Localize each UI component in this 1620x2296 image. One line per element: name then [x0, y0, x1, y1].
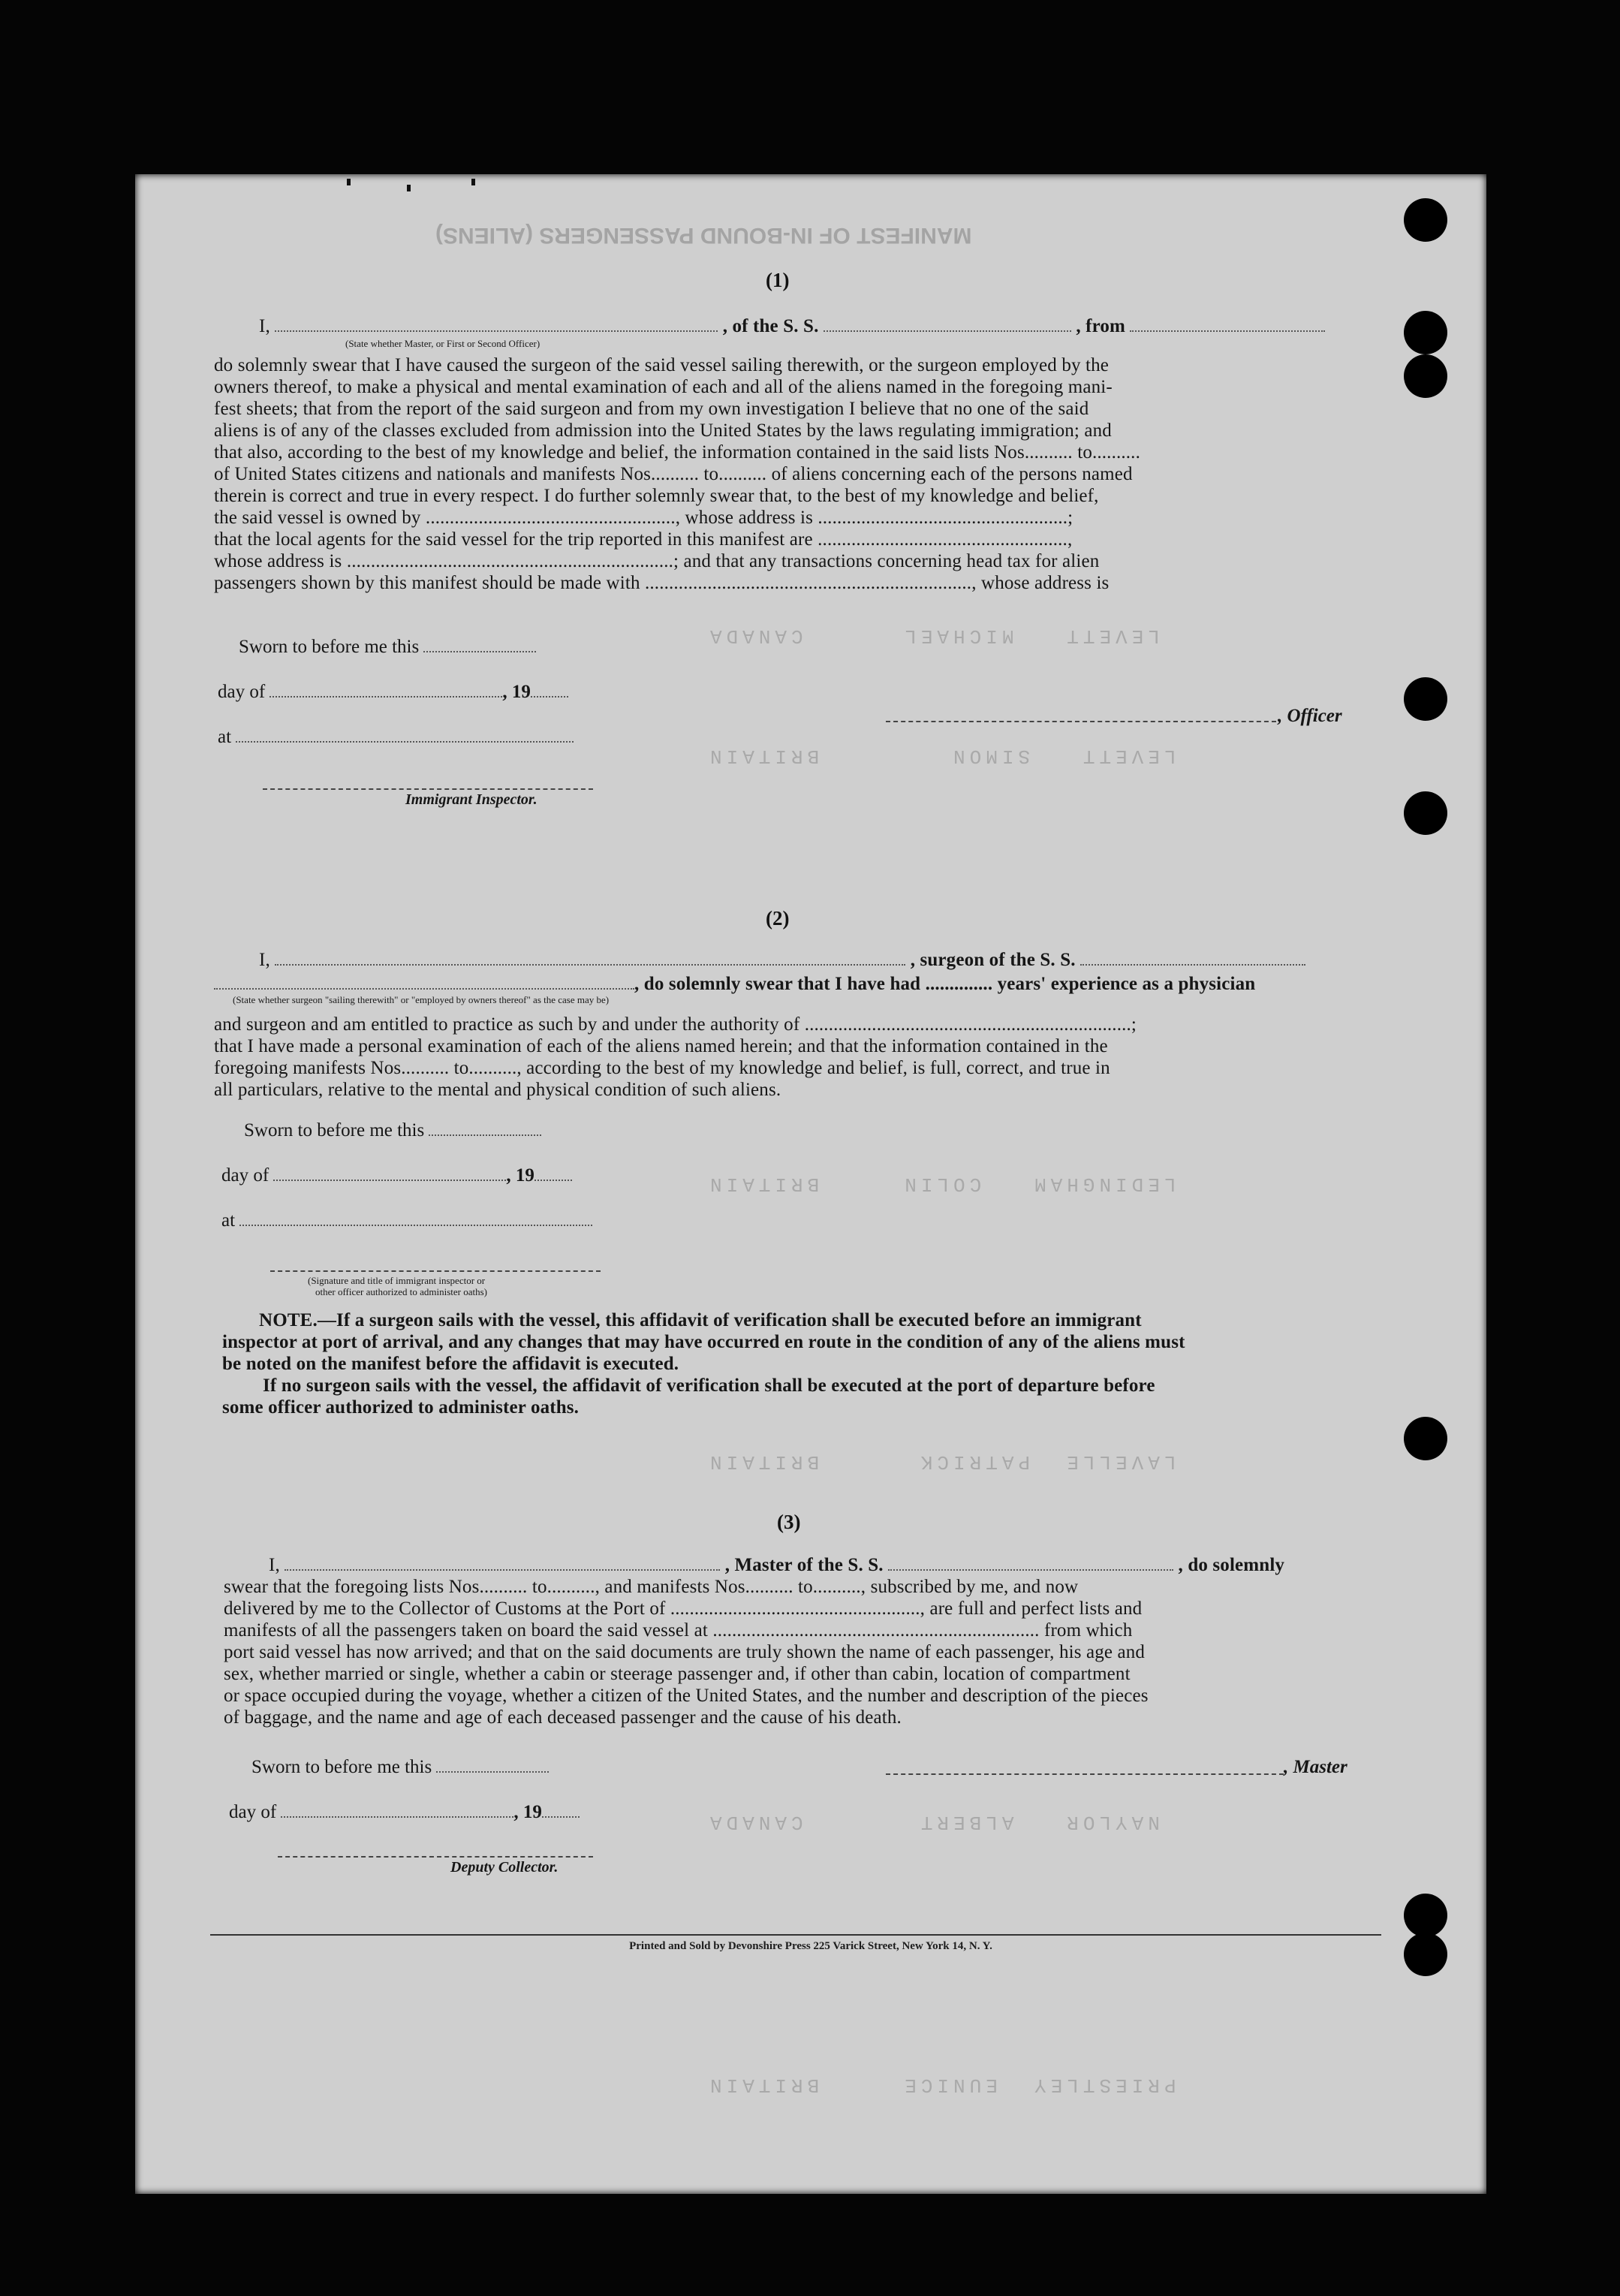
note-line: be noted on the manifest before the affidavit is executed.	[222, 1354, 679, 1374]
day-of-label: day of , 19	[229, 1802, 580, 1823]
bleed-through-text: LEVETT MICHAEL CANADA	[706, 625, 1160, 647]
at-place-field[interactable]	[239, 1211, 592, 1226]
officer-line: I, , of the S. S. , from	[214, 315, 1370, 337]
binder-hole-2	[1404, 311, 1447, 354]
signature-note: other officer authorized to administer oaths)	[315, 1286, 487, 1297]
note-line: NOTE.—If a surgeon sails with the vessel, this affidavit of verification shall be executed before an immigrant	[259, 1310, 1142, 1330]
oath-paragraph-line: therein is correct and true in every respect. I do further solemnly swear that, to the best of my knowledge and belief,	[214, 486, 1099, 506]
oath-paragraph-line: fest sheets; that from the report of the said surgeon and from my own investigation I believe that no one of the said	[214, 399, 1089, 419]
master-paragraph-line: or space occupied during the voyage, whether a citizen of the United States, and the number and description of the pieces	[224, 1686, 1149, 1706]
footer-rule	[210, 1934, 1381, 1936]
printer-imprint: Printed and Sold by Devonshire Press 225 Varick Street, New York 14, N. Y.	[629, 1940, 992, 1952]
bleed-through-text: PRIESTLEY EUNICE BRITAIN	[706, 2074, 1176, 2096]
sworn-label: Sworn to before me this	[239, 637, 536, 658]
sworn-date-field[interactable]	[436, 1758, 549, 1773]
master-vessel-field[interactable]	[888, 1556, 1173, 1571]
section-number-1: (1)	[766, 269, 790, 291]
section-number-2: (2)	[766, 907, 790, 930]
master-title: , Master	[1284, 1757, 1347, 1777]
surgeon-vessel-field[interactable]	[1080, 951, 1305, 966]
master-paragraph-line: of baggage, and the name and age of each deceased passenger and the cause of his death.	[224, 1707, 902, 1728]
day-of-field[interactable]	[281, 1803, 513, 1818]
master-paragraph-line: swear that the foregoing lists Nos.......... to.........., and manifests Nos.......... to.........., subscribed by me, and now	[224, 1577, 1079, 1597]
oath-paragraph-line: aliens is of any of the classes excluded from admission into the United States by the laws regulating immigration; and	[214, 420, 1112, 441]
surgeon-name-field[interactable]	[275, 951, 905, 966]
binder-hole-1	[1404, 198, 1447, 242]
oath-paragraph-line: of United States citizens and nationals and manifests Nos.......... to.......... of aliens concerning each of the persons named	[214, 464, 1133, 484]
departure-port-field[interactable]	[1130, 317, 1325, 332]
oath-paragraph-line: that also, according to the best of my knowledge and belief, the information contained in the said lists Nos.......... to..........	[214, 442, 1140, 463]
binder-hole-6	[1404, 1417, 1447, 1460]
master-paragraph-line: port said vessel has now arrived; and that on the said documents are truly shown the name of each passenger, his age and	[224, 1642, 1146, 1662]
bleed-through-text: LAVELLE PATRICK BRITAIN	[706, 1451, 1176, 1473]
binder-hole-4	[1404, 677, 1447, 721]
surgeon-paragraph-line: all particulars, relative to the mental and physical condition of such aliens.	[214, 1080, 781, 1100]
note-line: some officer authorized to administer oaths.	[222, 1397, 580, 1418]
ink-mark	[347, 179, 351, 185]
surgeon-note: (State whether surgeon "sailing therewith" or "employed by owners thereof" as the case may be)	[233, 994, 610, 1005]
officer-note: (State whether Master, or First or Second Officer)	[345, 338, 541, 349]
officer-name-field[interactable]	[275, 317, 718, 332]
signature-note: (Signature and title of immigrant inspector or	[308, 1275, 486, 1286]
oath-paragraph-line: owners thereof, to make a physical and mental examination of each and all of the aliens named in the foregoing mani-	[214, 377, 1113, 397]
sworn-label: Sworn to before me this	[251, 1757, 549, 1778]
document-page	[135, 174, 1486, 2194]
bleed-through-text: LEDINGHAM COLIN BRITAIN	[706, 1173, 1176, 1195]
bleed-through-text: NAYLOR ALBERT CANADA	[706, 1811, 1160, 1833]
sworn-date-field[interactable]	[429, 1121, 541, 1136]
binder-hole-7	[1404, 1894, 1447, 1937]
master-paragraph-line: delivered by me to the Collector of Customs at the Port of ...................................................., are full and perfect lists and	[224, 1598, 1143, 1619]
oath-paragraph-line: do solemnly swear that I have caused the surgeon of the said vessel sailing therewith, or the surgeon employed by the	[214, 355, 1110, 375]
master-name-field[interactable]	[285, 1556, 720, 1571]
oath-paragraph-line: that the local agents for the said vessel for the trip reported in this manifest are ....................................................,	[214, 529, 1073, 550]
binder-hole-3	[1404, 354, 1447, 398]
day-of-label: day of , 19	[218, 682, 568, 703]
day-of-label: day of , 19	[221, 1165, 572, 1186]
day-of-field[interactable]	[269, 682, 502, 698]
surgeon-line: I, , surgeon of the S. S.	[214, 949, 1370, 971]
at-label: at	[221, 1210, 592, 1231]
inspector-title: Immigrant Inspector.	[405, 791, 537, 808]
binder-hole-5	[1404, 791, 1447, 835]
note-line: If no surgeon sails with the vessel, the affidavit of verification shall be executed at the port of departure before	[263, 1375, 1155, 1396]
at-label: at	[218, 727, 574, 748]
surgeon-type-field[interactable]	[214, 975, 634, 990]
sworn-date-field[interactable]	[423, 637, 536, 652]
oath-paragraph-line: passengers shown by this manifest should be made with ...................................................................., whose address is	[214, 573, 1110, 593]
collector-signature-line[interactable]	[278, 1856, 593, 1858]
surgeon-paragraph-line: and surgeon and am entitled to practice as such by and under the authority of ....................................................................;	[214, 1014, 1137, 1035]
at-place-field[interactable]	[236, 728, 574, 743]
master-signature-line[interactable]	[886, 1773, 1284, 1775]
section-number-3: (3)	[777, 1511, 801, 1533]
ink-mark	[407, 185, 411, 191]
ink-mark	[471, 179, 475, 185]
master-paragraph-line: sex, whether married or single, whether a cabin or steerage passenger and, if other than cabin, location of compartment	[224, 1664, 1131, 1684]
oath-paragraph-line: the said vessel is owned by ...................................................., whose address is ....................................................;	[214, 508, 1073, 528]
bleed-through-heading: MANIFEST OF IN-BOUND PASSENGERS (ALIENS)	[435, 223, 972, 248]
master-line: I, , Master of the S. S. , do solemnly	[269, 1555, 1285, 1575]
year-field[interactable]	[542, 1803, 580, 1818]
surgeon-paragraph-line: foregoing manifests Nos.......... to.........., according to the best of my knowledge and belief, is full, correct, and true in	[214, 1058, 1110, 1078]
sworn-label: Sworn to before me this	[244, 1120, 541, 1141]
year-field[interactable]	[534, 1166, 572, 1181]
surgeon-swear-line: , do solemnly swear that I have had .............. years' experience as a physician	[214, 973, 1370, 995]
vessel-name-field[interactable]	[824, 317, 1071, 332]
oath-paragraph-line: whose address is ....................................................................; and that any transactions concerning head tax for alien	[214, 551, 1100, 571]
year-field[interactable]	[531, 682, 568, 698]
collector-title: Deputy Collector.	[450, 1859, 559, 1876]
surgeon-paragraph-line: that I have made a personal examination of each of the aliens named herein; and that the information contained in the	[214, 1036, 1108, 1056]
master-paragraph-line: manifests of all the passengers taken on board the said vessel at .................................................................... from which	[224, 1620, 1133, 1641]
officer-title: , Officer	[1278, 706, 1342, 726]
binder-hole-8	[1404, 1933, 1447, 1976]
inspector-signature-line[interactable]	[263, 788, 593, 790]
officer-signature-line[interactable]	[886, 721, 1276, 722]
note-line: inspector at port of arrival, and any changes that may have occurred en route in the condition of any of the aliens must	[222, 1332, 1185, 1352]
authorized-officer-signature-line[interactable]	[270, 1270, 601, 1272]
day-of-field[interactable]	[273, 1166, 506, 1181]
bleed-through-text: LEVETT SIMON BRITAIN	[706, 745, 1176, 767]
